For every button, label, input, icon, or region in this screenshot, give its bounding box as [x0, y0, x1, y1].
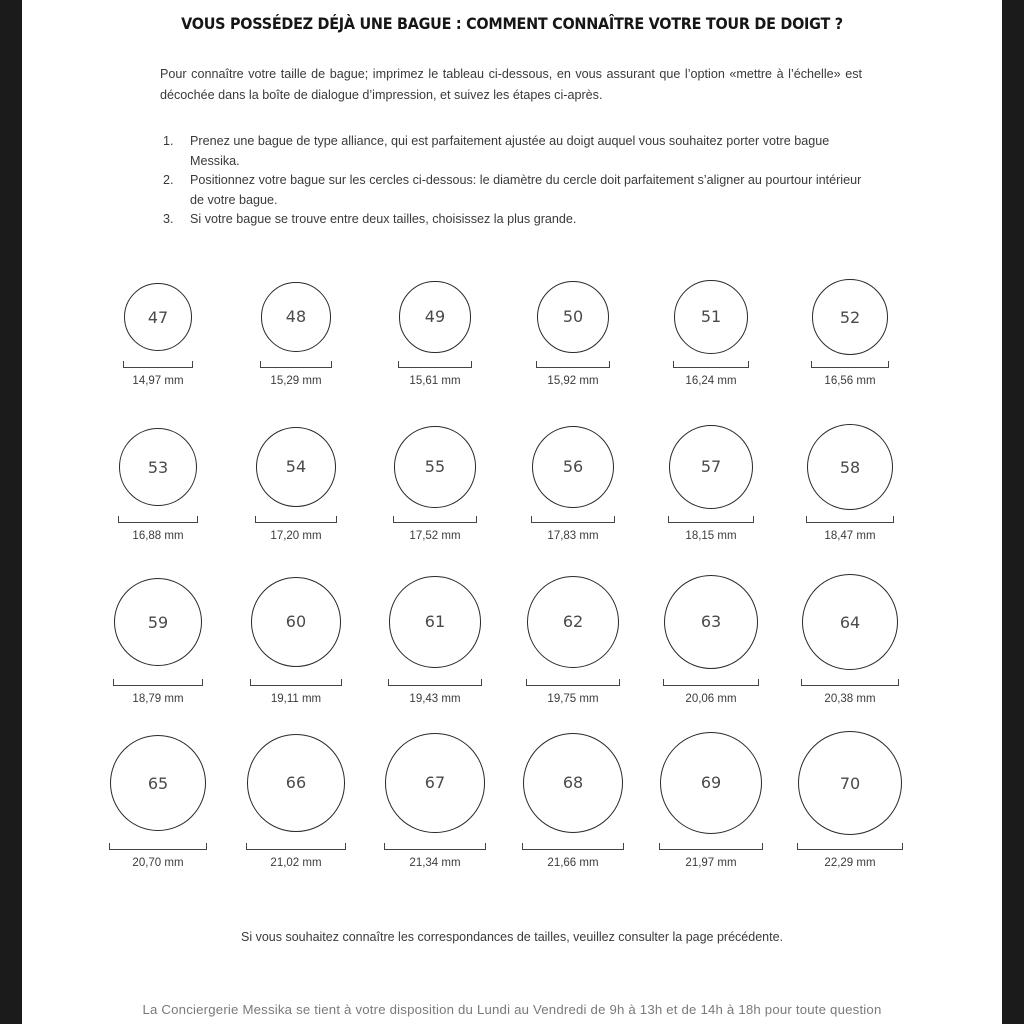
intro-paragraph: Pour connaître votre taille de bague; imprimez le tableau ci-dessous, en vous assurant que l’option «mettre à l’échelle» est décochée dans la boîte de dialogue d’impression, et suivez les étapes ci-après. — [160, 67, 862, 102]
diameter-label: 15,92 mm — [547, 375, 599, 387]
ring-size-label: 63 — [700, 612, 722, 632]
diameter-bracket — [260, 361, 332, 368]
ring-size-label: 69 — [700, 773, 722, 793]
diameter-bracket — [531, 516, 616, 523]
size-circle — [537, 281, 610, 354]
diameter-bracket — [388, 679, 481, 686]
diameter-label: 19,11 mm — [270, 693, 322, 705]
size-circle — [394, 426, 475, 507]
diameter-bracket — [663, 679, 759, 686]
size-circle — [389, 576, 480, 667]
size-circle — [385, 733, 484, 832]
diameter-bracket — [673, 361, 749, 368]
diameter-bracket — [811, 361, 889, 368]
size-circle — [119, 428, 197, 506]
ring-size-label: 48 — [285, 307, 307, 327]
diameter-bracket — [118, 516, 198, 523]
ring-size-label: 57 — [700, 457, 722, 477]
ring-size-label: 65 — [147, 773, 169, 793]
step-text: Positionnez votre bague sur les cercles ci-dessous: le diamètre du cercle doit parfaitement s’aligner au pourtour intérieur de votre bague. — [190, 173, 862, 207]
ring-size-label: 49 — [424, 307, 446, 327]
diameter-label: 22,29 mm — [824, 857, 876, 869]
diameter-label: 14,97 mm — [132, 375, 184, 387]
diameter-bracket — [526, 679, 621, 686]
diameter-label: 17,83 mm — [547, 530, 599, 542]
size-circle — [527, 576, 620, 669]
diameter-label: 20,70 mm — [132, 857, 184, 869]
diameter-label: 21,66 mm — [547, 857, 599, 869]
diameter-label: 20,06 mm — [685, 693, 737, 705]
concierge-footer: La Conciergerie Messika se tient à votre disposition du Lundi au Vendredi de 9h à 13h et de 14h à 18h pour toute question — [142, 1002, 882, 1017]
size-circle — [802, 574, 898, 670]
ring-size-label: 54 — [285, 457, 307, 477]
diameter-bracket — [659, 843, 763, 850]
size-circle — [261, 282, 331, 352]
diameter-bracket — [398, 361, 471, 368]
diameter-bracket — [393, 516, 476, 523]
diameter-label: 15,61 mm — [409, 375, 461, 387]
diameter-bracket — [113, 679, 203, 686]
ring-size-grid — [22, 0, 1002, 900]
ring-size-label: 56 — [562, 457, 584, 477]
diameter-label: 16,24 mm — [685, 375, 737, 387]
diameter-bracket — [522, 843, 625, 850]
diameter-label: 18,47 mm — [824, 530, 876, 542]
size-correspondence-note: Si vous souhaitez connaître les correspondances de tailles, veuillez consulter la page précédente. — [241, 930, 783, 944]
ring-size-label: 70 — [839, 773, 861, 793]
diameter-bracket — [109, 843, 207, 850]
size-circle — [523, 733, 624, 834]
step-number: 2. — [163, 173, 174, 187]
diameter-label: 18,79 mm — [132, 693, 184, 705]
ring-size-label: 53 — [147, 457, 169, 477]
step-text: Prenez une bague de type alliance, qui est parfaitement ajustée au doigt auquel vous souhaitez porter votre bague Messika. — [190, 134, 830, 168]
ring-size-label: 60 — [285, 612, 307, 632]
ring-size-label: 68 — [562, 773, 584, 793]
diameter-label: 16,88 mm — [132, 530, 184, 542]
diameter-label: 21,34 mm — [409, 857, 461, 869]
step-text: Si votre bague se trouve entre deux tailles, choisissez la plus grande. — [190, 212, 577, 226]
diameter-bracket — [246, 843, 346, 850]
size-circle — [660, 732, 762, 834]
step-number: 1. — [163, 134, 174, 148]
page-title: VOUS POSSÉDEZ DÉJÀ UNE BAGUE : COMMENT CONNAÎTRE VOTRE TOUR DE DOIGT ? — [181, 14, 843, 33]
size-circle — [798, 731, 902, 835]
ring-size-label: 55 — [424, 457, 446, 477]
size-circle — [669, 425, 753, 509]
size-circle — [251, 577, 341, 667]
diameter-label: 20,38 mm — [824, 693, 876, 705]
diameter-bracket — [123, 361, 193, 368]
diameter-bracket — [801, 679, 899, 686]
diameter-label: 16,56 mm — [824, 375, 876, 387]
diameter-label: 18,15 mm — [685, 530, 737, 542]
ring-size-label: 66 — [285, 773, 307, 793]
ring-size-label: 62 — [562, 612, 584, 632]
diameter-label: 15,29 mm — [270, 375, 322, 387]
diameter-bracket — [255, 516, 337, 523]
ring-size-label: 67 — [424, 773, 446, 793]
size-circle — [807, 424, 893, 510]
diameter-bracket — [668, 516, 754, 523]
diameter-label: 19,75 mm — [547, 693, 599, 705]
ring-size-label: 61 — [424, 612, 446, 632]
ring-size-label: 64 — [839, 612, 861, 632]
diameter-bracket — [797, 843, 903, 850]
diameter-bracket — [384, 843, 485, 850]
size-circle — [532, 426, 615, 509]
diameter-label: 21,02 mm — [270, 857, 322, 869]
size-circle — [812, 279, 888, 355]
size-circle — [674, 280, 748, 354]
ring-size-label: 58 — [839, 457, 861, 477]
size-circle — [114, 578, 202, 666]
diameter-label: 19,43 mm — [409, 693, 461, 705]
size-circle — [110, 735, 206, 831]
diameter-label: 17,20 mm — [270, 530, 322, 542]
size-circle — [399, 281, 470, 352]
ring-size-label: 51 — [700, 307, 722, 327]
size-circle — [124, 283, 192, 351]
size-circle — [664, 575, 758, 669]
diameter-label: 21,97 mm — [685, 857, 737, 869]
ring-size-label: 59 — [147, 612, 169, 632]
diameter-bracket — [806, 516, 894, 523]
step-number: 3. — [163, 212, 174, 226]
diameter-bracket — [536, 361, 611, 368]
size-circle — [247, 734, 345, 832]
diameter-bracket — [250, 679, 342, 686]
diameter-label: 17,52 mm — [409, 530, 461, 542]
ring-size-label: 50 — [562, 307, 584, 327]
ring-size-label: 47 — [147, 307, 169, 327]
ring-size-guide-page — [22, 0, 1002, 1024]
size-circle — [256, 427, 336, 507]
ring-size-label: 52 — [839, 307, 861, 327]
